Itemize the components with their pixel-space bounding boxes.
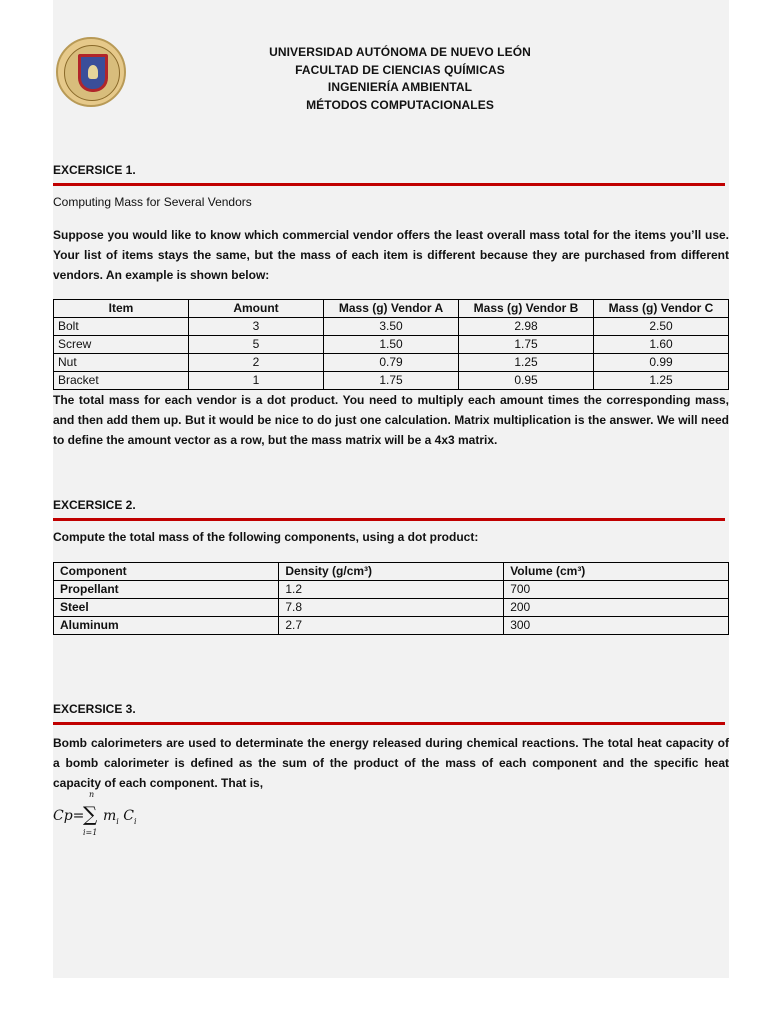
- university-seal-logo: [56, 37, 126, 107]
- table-row: [54, 336, 729, 354]
- exercise-1-intro: Suppose you would like to know which commercial vendor offers the least overall mass total for the items you’ll use. Your list of items stays the same, but the mass of each item is different because they are purchased from different vendors. An example is shown below:: [53, 228, 729, 282]
- table-cell: 1.2: [279, 581, 504, 599]
- formula-mass-index: i: [116, 816, 119, 826]
- table-cell: 1: [189, 372, 324, 390]
- table-row: [54, 599, 729, 617]
- table-cell: 5: [189, 336, 324, 354]
- formula-lower-limit: i=1: [83, 828, 98, 837]
- header-program: INGENIERÍA AMBIENTAL: [327, 80, 473, 94]
- table-cell: Bolt: [54, 318, 189, 336]
- table-cell: 0.79: [324, 354, 459, 372]
- table-row: [54, 617, 729, 635]
- table-cell: 1.60: [594, 336, 729, 354]
- exercise-3-divider: [53, 722, 725, 725]
- table-cell: 1.75: [324, 372, 459, 390]
- column-header: Mass (g) Vendor B: [459, 300, 594, 318]
- component-table: [53, 562, 729, 635]
- table-cell: 1.50: [324, 336, 459, 354]
- column-header: Density (g/cm³): [279, 563, 504, 581]
- table-cell: 2.7: [279, 617, 504, 635]
- formula-heat-index: i: [134, 816, 137, 826]
- formula-rhs: [103, 808, 137, 826]
- table-header-row: [54, 300, 729, 318]
- exercise-2-intro: Compute the total mass of the following components, using a dot product:: [53, 530, 479, 544]
- table-cell: 2.98: [459, 318, 594, 336]
- table-cell: 2.50: [594, 318, 729, 336]
- table-row: [54, 372, 729, 390]
- table-cell: 300: [504, 617, 729, 635]
- table-cell: 700: [504, 581, 729, 599]
- exercise-2-divider: [53, 518, 725, 521]
- formula-mass: m: [103, 808, 117, 824]
- column-header: Volume (cm³): [504, 563, 729, 581]
- table-cell: 2: [189, 354, 324, 372]
- table-header-row: [54, 563, 729, 581]
- table-cell: 1.25: [459, 354, 594, 372]
- table-cell: Bracket: [54, 372, 189, 390]
- document-header: [230, 44, 570, 114]
- table-cell: 7.8: [279, 599, 504, 617]
- column-header: Mass (g) Vendor A: [324, 300, 459, 318]
- table-cell: 0.99: [594, 354, 729, 372]
- table-cell: Aluminum: [54, 617, 279, 635]
- column-header: Item: [54, 300, 189, 318]
- formula-lhs: Cp=: [53, 808, 85, 824]
- table-cell: 3: [189, 318, 324, 336]
- table-cell: 1.75: [459, 336, 594, 354]
- column-header: Mass (g) Vendor C: [594, 300, 729, 318]
- exercise-3-intro: Bomb calorimeters are used to determinate the energy released during chemical reactions. The total heat capacity of a bomb calorimeter is defined as the sum of the product of the mass of each component and the specific heat capacity of each component. That is,: [53, 736, 729, 790]
- exercise-1-title: EXCERSICE 1.: [53, 163, 136, 177]
- table-cell: Nut: [54, 354, 189, 372]
- summation-symbol: ∑: [83, 802, 98, 826]
- formula-upper-limit: n: [89, 790, 95, 799]
- document-page: [53, 0, 729, 978]
- exercise-1-subtitle: Computing Mass for Several Vendors: [53, 195, 252, 209]
- header-course: MÉTODOS COMPUTACIONALES: [306, 97, 494, 112]
- table-cell: Steel: [54, 599, 279, 617]
- exercise-2-title: EXCERSICE 2.: [53, 498, 136, 512]
- table-cell: Propellant: [54, 581, 279, 599]
- formula-heat-capacity: C: [123, 808, 135, 824]
- table-cell: Screw: [54, 336, 189, 354]
- exercise-1-outro: The total mass for each vendor is a dot product. You need to multiply each amount times the corresponding mass, and then add them up. But it would be nice to do just one calculation. Matrix multiplication is the answer. We will need to define the amount vector as a row, but the mass matrix will be a 4x3 matrix.: [53, 393, 729, 447]
- table-cell: 1.25: [594, 372, 729, 390]
- column-header: Amount: [189, 300, 324, 318]
- header-faculty: FACULTAD DE CIENCIAS QUÍMICAS: [295, 62, 505, 77]
- vendor-mass-table: [53, 299, 729, 390]
- exercise-1-divider: [53, 183, 725, 186]
- table-cell: 3.50: [324, 318, 459, 336]
- table-row: [54, 581, 729, 599]
- table-cell: 0.95: [459, 372, 594, 390]
- exercise-3-title: EXCERSICE 3.: [53, 702, 136, 716]
- table-cell: 200: [504, 599, 729, 617]
- seal-shield-icon: [78, 54, 108, 92]
- header-university: UNIVERSIDAD AUTÓNOMA DE NUEVO LEÓN: [269, 45, 531, 59]
- table-row: [54, 318, 729, 336]
- column-header: Component: [54, 563, 279, 581]
- table-row: [54, 354, 729, 372]
